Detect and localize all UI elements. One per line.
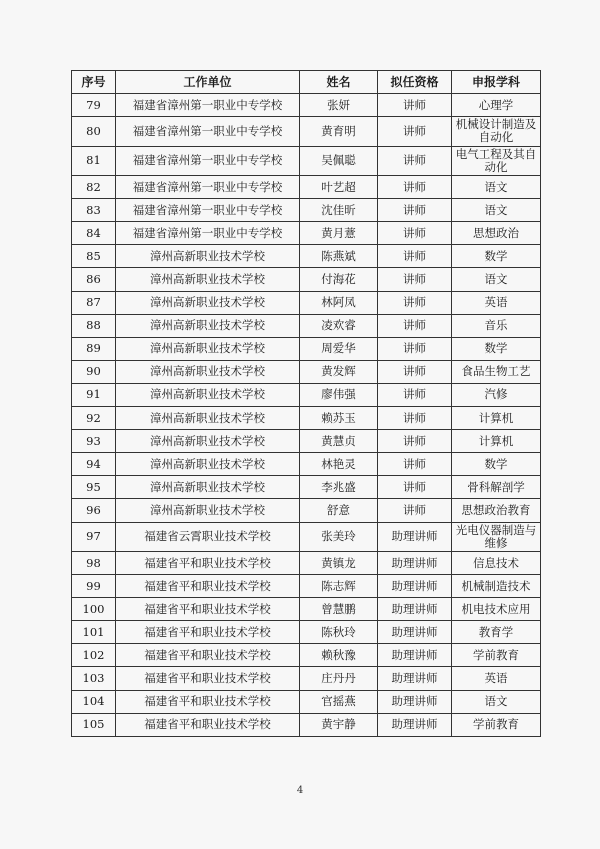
cell-subject: 汽修 — [452, 383, 541, 406]
table-row — [72, 690, 541, 713]
cell-name: 黄宇静 — [300, 713, 378, 736]
cell-qualification: 讲师 — [378, 222, 452, 245]
cell-qualification: 讲师 — [378, 245, 452, 268]
cell-unit: 福建省平和职业技术学校 — [116, 598, 300, 621]
table-row — [72, 552, 541, 575]
table-row — [72, 94, 541, 117]
cell-unit: 福建省漳州第一职业中专学校 — [116, 222, 300, 245]
cell-unit: 漳州高新职业技术学校 — [116, 268, 300, 291]
cell-no: 105 — [72, 713, 116, 736]
cell-subject: 电气工程及其自动化 — [452, 146, 541, 176]
cell-qualification: 讲师 — [378, 199, 452, 222]
cell-subject: 英语 — [452, 291, 541, 314]
cell-qualification: 讲师 — [378, 94, 452, 117]
cell-name: 陈志辉 — [300, 575, 378, 598]
table-row — [72, 337, 541, 360]
cell-name: 付海花 — [300, 268, 378, 291]
cell-no: 79 — [72, 94, 116, 117]
cell-name: 黄发辉 — [300, 360, 378, 383]
cell-no: 100 — [72, 598, 116, 621]
cell-subject: 语文 — [452, 690, 541, 713]
table-row — [72, 575, 541, 598]
cell-subject: 思想政治教育 — [452, 499, 541, 522]
cell-no: 86 — [72, 268, 116, 291]
cell-name: 陈秋玲 — [300, 621, 378, 644]
cell-unit: 福建省平和职业技术学校 — [116, 690, 300, 713]
cell-no: 99 — [72, 575, 116, 598]
table-row — [72, 291, 541, 314]
cell-qualification: 讲师 — [378, 383, 452, 406]
cell-qualification: 讲师 — [378, 291, 452, 314]
cell-unit: 福建省平和职业技术学校 — [116, 713, 300, 736]
table-row — [72, 314, 541, 337]
cell-subject: 数学 — [452, 453, 541, 476]
table-row — [72, 499, 541, 522]
cell-unit: 福建省漳州第一职业中专学校 — [116, 146, 300, 176]
cell-no: 103 — [72, 667, 116, 690]
cell-subject: 机械制造技术 — [452, 575, 541, 598]
cell-unit: 漳州高新职业技术学校 — [116, 430, 300, 453]
cell-no: 97 — [72, 522, 116, 552]
cell-subject: 音乐 — [452, 314, 541, 337]
cell-name: 黄镇龙 — [300, 552, 378, 575]
table-row — [72, 245, 541, 268]
header-subject: 申报学科 — [452, 71, 541, 94]
cell-subject: 骨科解剖学 — [452, 476, 541, 499]
cell-no: 81 — [72, 146, 116, 176]
cell-no: 95 — [72, 476, 116, 499]
cell-qualification: 助理讲师 — [378, 575, 452, 598]
cell-qualification: 助理讲师 — [378, 598, 452, 621]
cell-unit: 漳州高新职业技术学校 — [116, 499, 300, 522]
header-name: 姓名 — [300, 71, 378, 94]
cell-no: 82 — [72, 176, 116, 199]
table-row — [72, 598, 541, 621]
cell-subject: 英语 — [452, 667, 541, 690]
cell-no: 102 — [72, 644, 116, 667]
cell-no: 84 — [72, 222, 116, 245]
roster-table — [71, 70, 541, 737]
table-row — [72, 268, 541, 291]
cell-no: 94 — [72, 453, 116, 476]
table-row — [72, 146, 541, 176]
table-row — [72, 430, 541, 453]
cell-no: 89 — [72, 337, 116, 360]
cell-unit: 福建省云霄职业技术学校 — [116, 522, 300, 552]
cell-subject: 食品生物工艺 — [452, 360, 541, 383]
cell-unit: 福建省漳州第一职业中专学校 — [116, 117, 300, 147]
cell-subject: 教育学 — [452, 621, 541, 644]
cell-unit: 福建省漳州第一职业中专学校 — [116, 199, 300, 222]
cell-no: 98 — [72, 552, 116, 575]
cell-subject: 语文 — [452, 268, 541, 291]
cell-qualification: 助理讲师 — [378, 552, 452, 575]
cell-name: 张妍 — [300, 94, 378, 117]
cell-unit: 漳州高新职业技术学校 — [116, 291, 300, 314]
table-row — [72, 713, 541, 736]
cell-qualification: 助理讲师 — [378, 621, 452, 644]
cell-no: 91 — [72, 383, 116, 406]
cell-unit: 漳州高新职业技术学校 — [116, 383, 300, 406]
table-row — [72, 667, 541, 690]
cell-subject: 学前教育 — [452, 644, 541, 667]
cell-unit: 漳州高新职业技术学校 — [116, 245, 300, 268]
cell-name: 赖苏玉 — [300, 407, 378, 430]
cell-no: 80 — [72, 117, 116, 147]
table-row — [72, 621, 541, 644]
table-row — [72, 453, 541, 476]
cell-qualification: 讲师 — [378, 407, 452, 430]
header-no: 序号 — [72, 71, 116, 94]
cell-name: 吴佩聪 — [300, 146, 378, 176]
cell-name: 凌欢睿 — [300, 314, 378, 337]
cell-no: 92 — [72, 407, 116, 430]
cell-qualification: 讲师 — [378, 360, 452, 383]
cell-name: 官摇燕 — [300, 690, 378, 713]
table-row — [72, 383, 541, 406]
cell-no: 93 — [72, 430, 116, 453]
cell-unit: 福建省平和职业技术学校 — [116, 552, 300, 575]
cell-unit: 福建省平和职业技术学校 — [116, 667, 300, 690]
table-row — [72, 476, 541, 499]
cell-unit: 漳州高新职业技术学校 — [116, 314, 300, 337]
cell-qualification: 讲师 — [378, 337, 452, 360]
cell-qualification: 讲师 — [378, 430, 452, 453]
page-number: 4 — [296, 785, 304, 796]
cell-name: 林阿凤 — [300, 291, 378, 314]
table-body — [72, 94, 541, 737]
table-header — [72, 71, 541, 94]
cell-qualification: 讲师 — [378, 314, 452, 337]
cell-qualification: 讲师 — [378, 268, 452, 291]
cell-subject: 计算机 — [452, 407, 541, 430]
cell-subject: 机械设计制造及自动化 — [452, 117, 541, 147]
cell-name: 陈燕斌 — [300, 245, 378, 268]
cell-name: 庄丹丹 — [300, 667, 378, 690]
cell-name: 李兆盛 — [300, 476, 378, 499]
cell-unit: 福建省平和职业技术学校 — [116, 621, 300, 644]
cell-name: 叶艺超 — [300, 176, 378, 199]
table-row — [72, 522, 541, 552]
cell-subject: 计算机 — [452, 430, 541, 453]
cell-unit: 福建省平和职业技术学校 — [116, 644, 300, 667]
cell-unit: 漳州高新职业技术学校 — [116, 360, 300, 383]
cell-qualification: 助理讲师 — [378, 667, 452, 690]
cell-subject: 思想政治 — [452, 222, 541, 245]
cell-qualification: 讲师 — [378, 146, 452, 176]
cell-qualification: 讲师 — [378, 176, 452, 199]
table-row — [72, 644, 541, 667]
cell-name: 黄月薏 — [300, 222, 378, 245]
cell-subject: 数学 — [452, 245, 541, 268]
cell-qualification: 讲师 — [378, 453, 452, 476]
cell-unit: 福建省漳州第一职业中专学校 — [116, 176, 300, 199]
cell-qualification: 助理讲师 — [378, 522, 452, 552]
cell-name: 舒意 — [300, 499, 378, 522]
cell-name: 赖秋豫 — [300, 644, 378, 667]
cell-no: 104 — [72, 690, 116, 713]
cell-no: 85 — [72, 245, 116, 268]
cell-name: 黄慧贞 — [300, 430, 378, 453]
header-row — [72, 71, 541, 94]
table-row — [72, 407, 541, 430]
cell-name: 廖伟强 — [300, 383, 378, 406]
header-qualification: 拟任资格 — [378, 71, 452, 94]
cell-no: 88 — [72, 314, 116, 337]
cell-unit: 漳州高新职业技术学校 — [116, 476, 300, 499]
cell-subject: 信息技术 — [452, 552, 541, 575]
cell-subject: 心理学 — [452, 94, 541, 117]
table-row — [72, 199, 541, 222]
cell-no: 90 — [72, 360, 116, 383]
cell-qualification: 讲师 — [378, 117, 452, 147]
cell-no: 101 — [72, 621, 116, 644]
table-row — [72, 222, 541, 245]
cell-name: 黄育明 — [300, 117, 378, 147]
cell-subject: 数学 — [452, 337, 541, 360]
cell-qualification: 助理讲师 — [378, 690, 452, 713]
cell-qualification: 助理讲师 — [378, 644, 452, 667]
cell-name: 曾慧鹏 — [300, 598, 378, 621]
table-row — [72, 117, 541, 147]
cell-name: 周爱华 — [300, 337, 378, 360]
cell-name: 林艳灵 — [300, 453, 378, 476]
cell-unit: 漳州高新职业技术学校 — [116, 453, 300, 476]
cell-subject: 语文 — [452, 199, 541, 222]
cell-subject: 光电仪器制造与维修 — [452, 522, 541, 552]
cell-name: 沈佳昕 — [300, 199, 378, 222]
cell-name: 张美玲 — [300, 522, 378, 552]
cell-qualification: 讲师 — [378, 476, 452, 499]
cell-no: 96 — [72, 499, 116, 522]
cell-qualification: 讲师 — [378, 499, 452, 522]
cell-subject: 机电技术应用 — [452, 598, 541, 621]
cell-unit: 漳州高新职业技术学校 — [116, 337, 300, 360]
cell-unit: 福建省平和职业技术学校 — [116, 575, 300, 598]
header-unit: 工作单位 — [116, 71, 300, 94]
table-row — [72, 176, 541, 199]
cell-no: 87 — [72, 291, 116, 314]
cell-unit: 漳州高新职业技术学校 — [116, 407, 300, 430]
table-row — [72, 360, 541, 383]
cell-qualification: 助理讲师 — [378, 713, 452, 736]
cell-subject: 学前教育 — [452, 713, 541, 736]
cell-unit: 福建省漳州第一职业中专学校 — [116, 94, 300, 117]
cell-subject: 语文 — [452, 176, 541, 199]
cell-no: 83 — [72, 199, 116, 222]
